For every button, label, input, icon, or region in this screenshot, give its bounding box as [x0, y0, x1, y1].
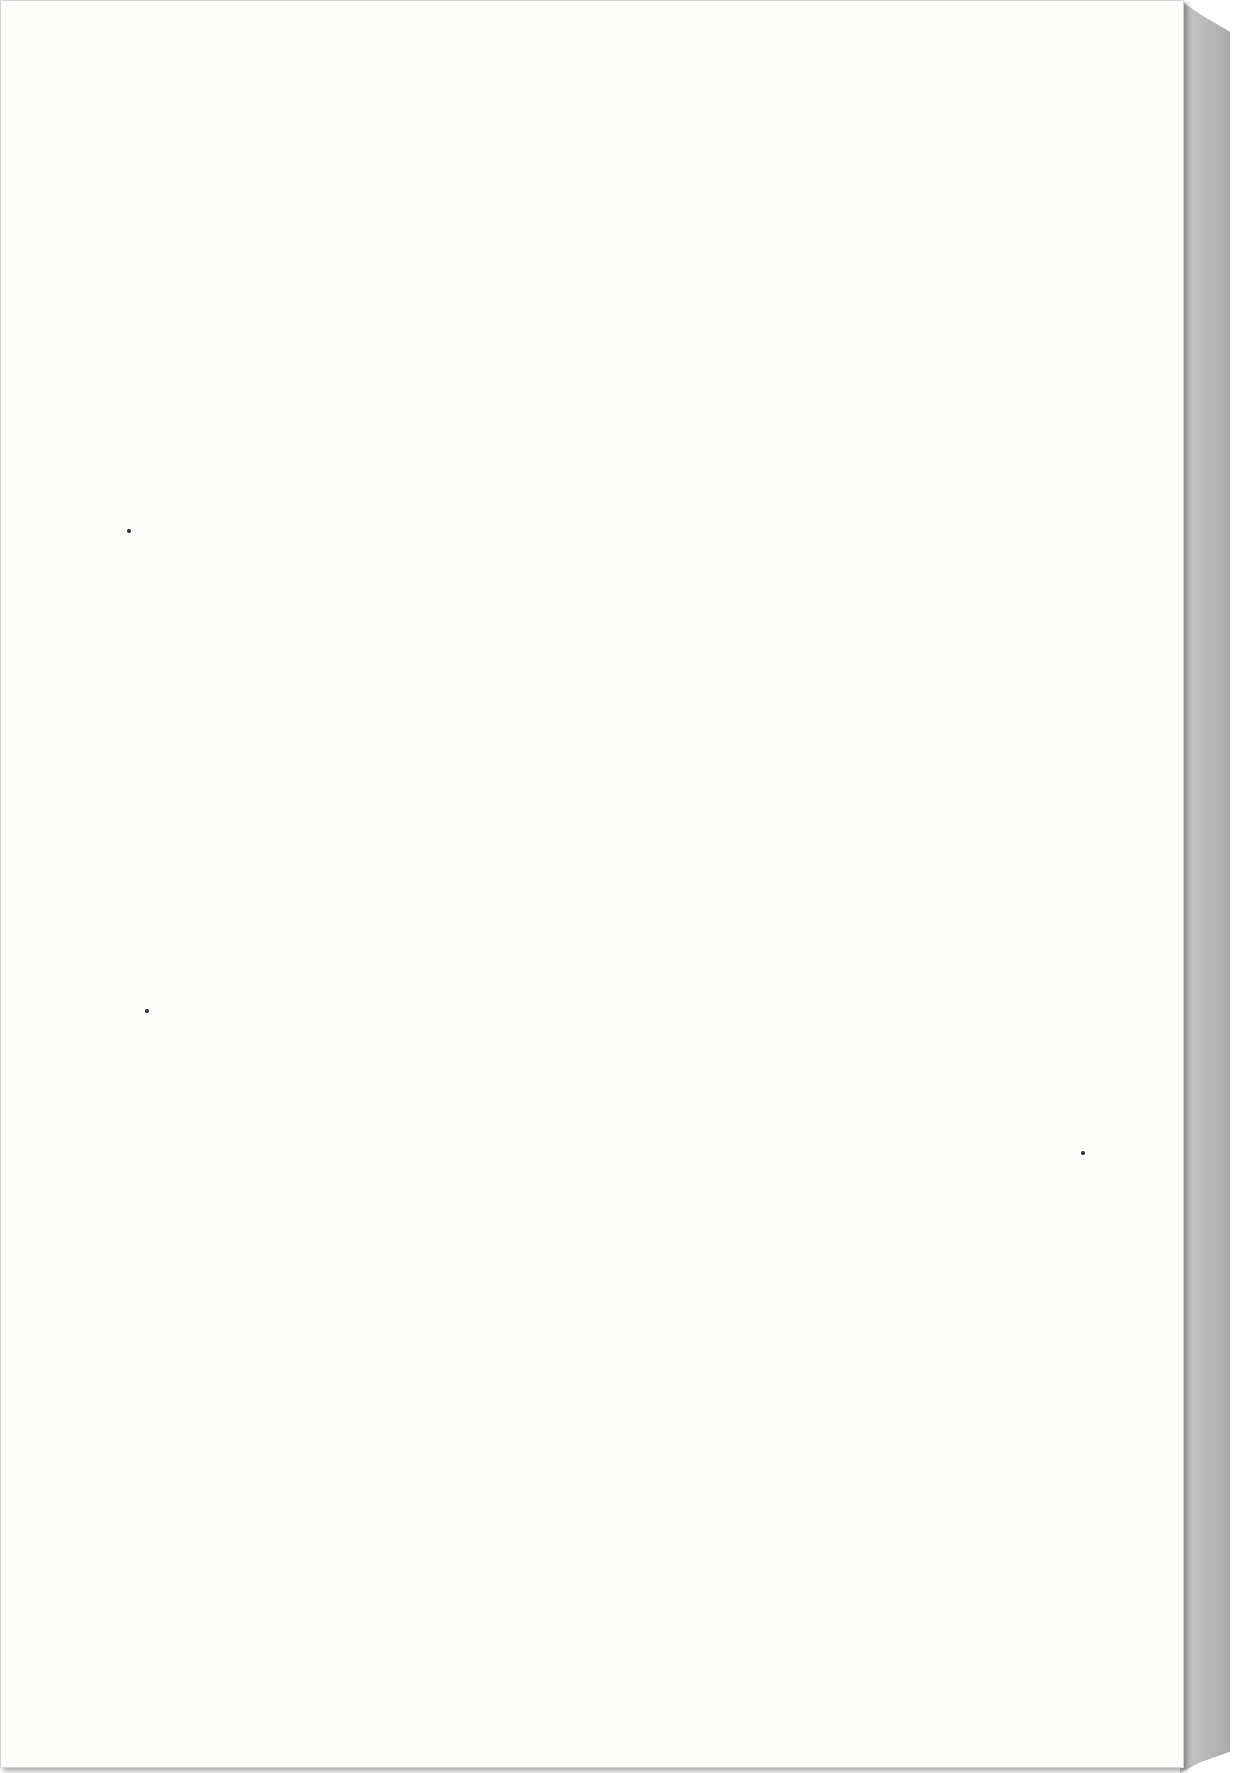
scan-speck — [145, 1009, 149, 1013]
scan-speck — [127, 529, 131, 533]
scan-speck — [1081, 1151, 1085, 1155]
book-page-edge — [1180, 0, 1230, 1773]
page-footer — [983, 1549, 999, 1576]
